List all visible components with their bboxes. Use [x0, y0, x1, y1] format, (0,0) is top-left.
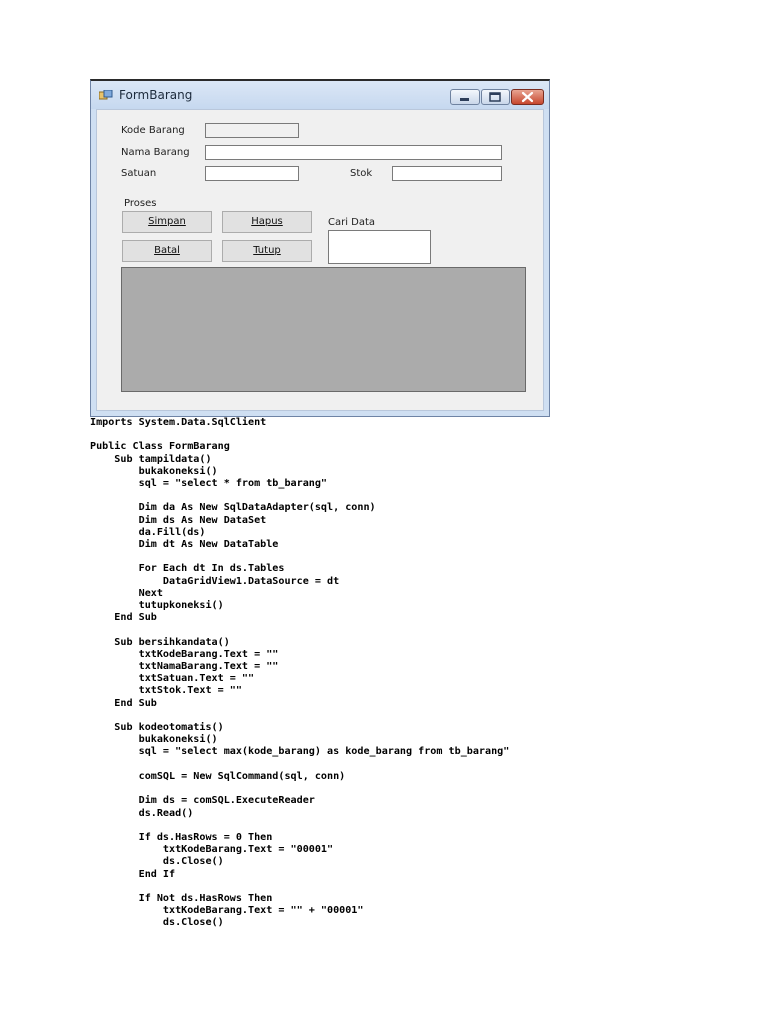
- stok-input[interactable]: [392, 166, 502, 181]
- code-line: sql = "select max(kode_barang) as kode_barang from tb_barang": [90, 746, 510, 758]
- batal-button[interactable]: Batal: [122, 240, 212, 262]
- code-line: txtSatuan.Text = "": [90, 673, 255, 685]
- code-listing: [90, 417, 509, 930]
- code-line: txtKodeBarang.Text = "" + "00001": [90, 905, 364, 917]
- code-line: End Sub: [90, 612, 157, 624]
- code-line: DataGridView1.DataSource = dt: [90, 575, 340, 587]
- code-line: Dim ds As New DataSet: [90, 514, 267, 526]
- code-line: Dim ds = comSQL.ExecuteReader: [90, 795, 315, 807]
- code-line: Public Class FormBarang: [90, 441, 230, 453]
- maximize-button[interactable]: [481, 89, 510, 105]
- code-line: txtStok.Text = "": [90, 685, 242, 697]
- code-line: End Sub: [90, 697, 157, 709]
- code-line: da.Fill(ds): [90, 526, 206, 538]
- satuan-label: Satuan: [121, 168, 157, 179]
- code-line: If Not ds.HasRows Then: [90, 892, 273, 904]
- stok-label: Stok: [350, 168, 373, 179]
- minimize-icon: [451, 90, 479, 104]
- code-line: txtNamaBarang.Text = "": [90, 661, 279, 673]
- hapus-button[interactable]: Hapus: [222, 211, 312, 233]
- nama-barang-input[interactable]: [205, 145, 502, 160]
- code-line: sql = "select * from tb_barang": [90, 478, 328, 490]
- form-window: [90, 79, 550, 417]
- form-app-icon: [99, 90, 113, 101]
- code-line: Next: [90, 587, 163, 599]
- code-line: Sub tampildata(): [90, 453, 212, 465]
- window-title: FormBarang: [119, 88, 193, 102]
- minimize-button[interactable]: [450, 89, 480, 105]
- code-line: ds.Read(): [90, 807, 194, 819]
- maximize-icon: [482, 90, 509, 104]
- kode-barang-input[interactable]: [205, 123, 299, 138]
- code-line: tutupkoneksi(): [90, 600, 224, 612]
- satuan-input[interactable]: [205, 166, 299, 181]
- code-line: bukakoneksi(): [90, 465, 218, 477]
- kode-barang-label: Kode Barang: [121, 125, 185, 136]
- code-line: Imports System.Data.SqlClient: [90, 417, 267, 428]
- code-line: Sub bersihkandata(): [90, 636, 230, 648]
- form-client-area: [96, 109, 544, 411]
- close-button[interactable]: [511, 89, 544, 105]
- cari-data-input[interactable]: [328, 230, 431, 264]
- code-line: For Each dt In ds.Tables: [90, 563, 285, 575]
- cari-data-label: Cari Data: [328, 217, 376, 228]
- code-line: Dim da As New SqlDataAdapter(sql, conn): [90, 502, 376, 514]
- code-line: ds.Close(): [90, 917, 224, 929]
- code-line: End If: [90, 868, 176, 880]
- code-line: comSQL = New SqlCommand(sql, conn): [90, 770, 346, 782]
- tutup-button[interactable]: Tutup: [222, 240, 312, 262]
- code-line: If ds.HasRows = 0 Then: [90, 831, 273, 843]
- code-line: bukakoneksi(): [90, 734, 218, 746]
- code-line: txtKodeBarang.Text = "": [90, 648, 279, 660]
- data-grid-view[interactable]: [121, 267, 526, 392]
- code-line: txtKodeBarang.Text = "00001": [90, 844, 334, 856]
- simpan-button[interactable]: Simpan: [122, 211, 212, 233]
- code-line: Sub kodeotomatis(): [90, 722, 224, 734]
- code-line: Dim dt As New DataTable: [90, 539, 279, 551]
- nama-barang-label: Nama Barang: [121, 147, 190, 158]
- title-bar[interactable]: [91, 81, 549, 109]
- close-icon: [512, 90, 543, 104]
- proses-label: Proses: [124, 198, 157, 209]
- code-line: ds.Close(): [90, 856, 224, 868]
